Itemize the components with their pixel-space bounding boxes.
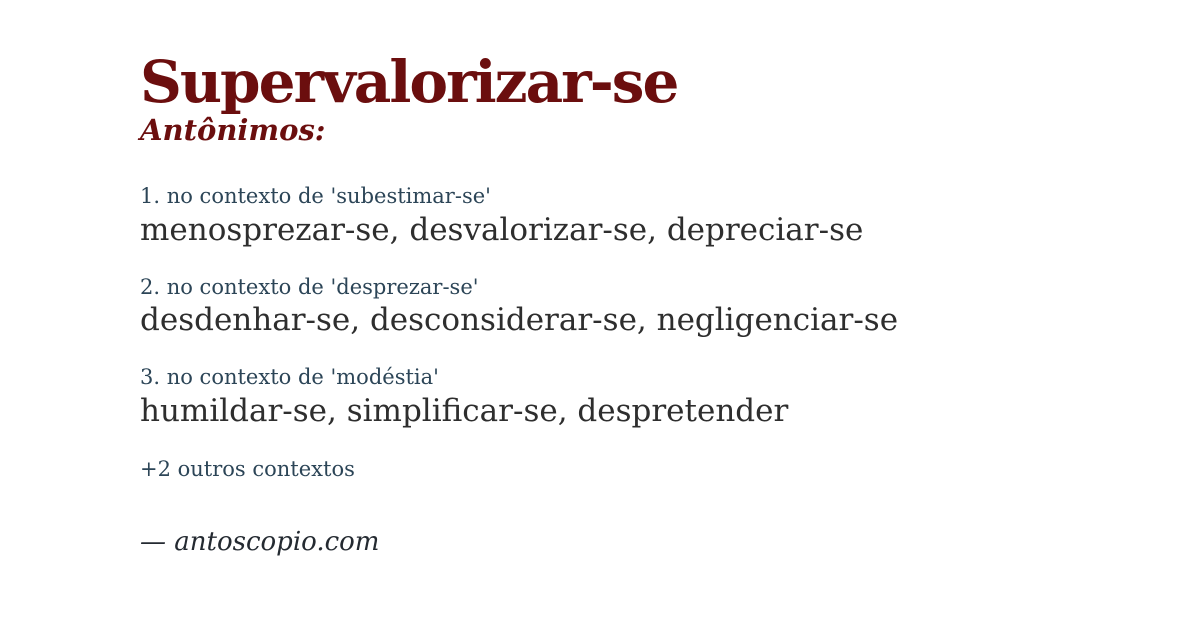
context-section-2 xyxy=(140,274,1140,342)
context-section-1 xyxy=(140,183,1140,251)
context-label-2: 2. no contexto de 'desprezar-se' xyxy=(140,274,479,299)
antonym-list-1: menosprezar-se, desvalorizar-se, depreciar-se xyxy=(140,211,864,248)
source-attribution: — antoscopio.com xyxy=(140,527,380,558)
context-section-3 xyxy=(140,364,1140,432)
more-contexts-link[interactable]: +2 outros contextos xyxy=(140,457,355,482)
antonym-list-2: desdenhar-se, desconsiderar-se, negligenciar-se xyxy=(140,302,899,339)
context-sections xyxy=(140,183,1140,432)
page-title: Supervalorizar-se xyxy=(140,48,678,116)
context-label-3: 3. no contexto de 'modéstia' xyxy=(140,365,439,390)
page-subtitle: Antônimos: xyxy=(140,112,326,147)
context-label-1: 1. no contexto de 'subestimar-se' xyxy=(140,183,491,208)
antonym-list-3: humildar-se, simplificar-se, despretender xyxy=(140,393,789,430)
